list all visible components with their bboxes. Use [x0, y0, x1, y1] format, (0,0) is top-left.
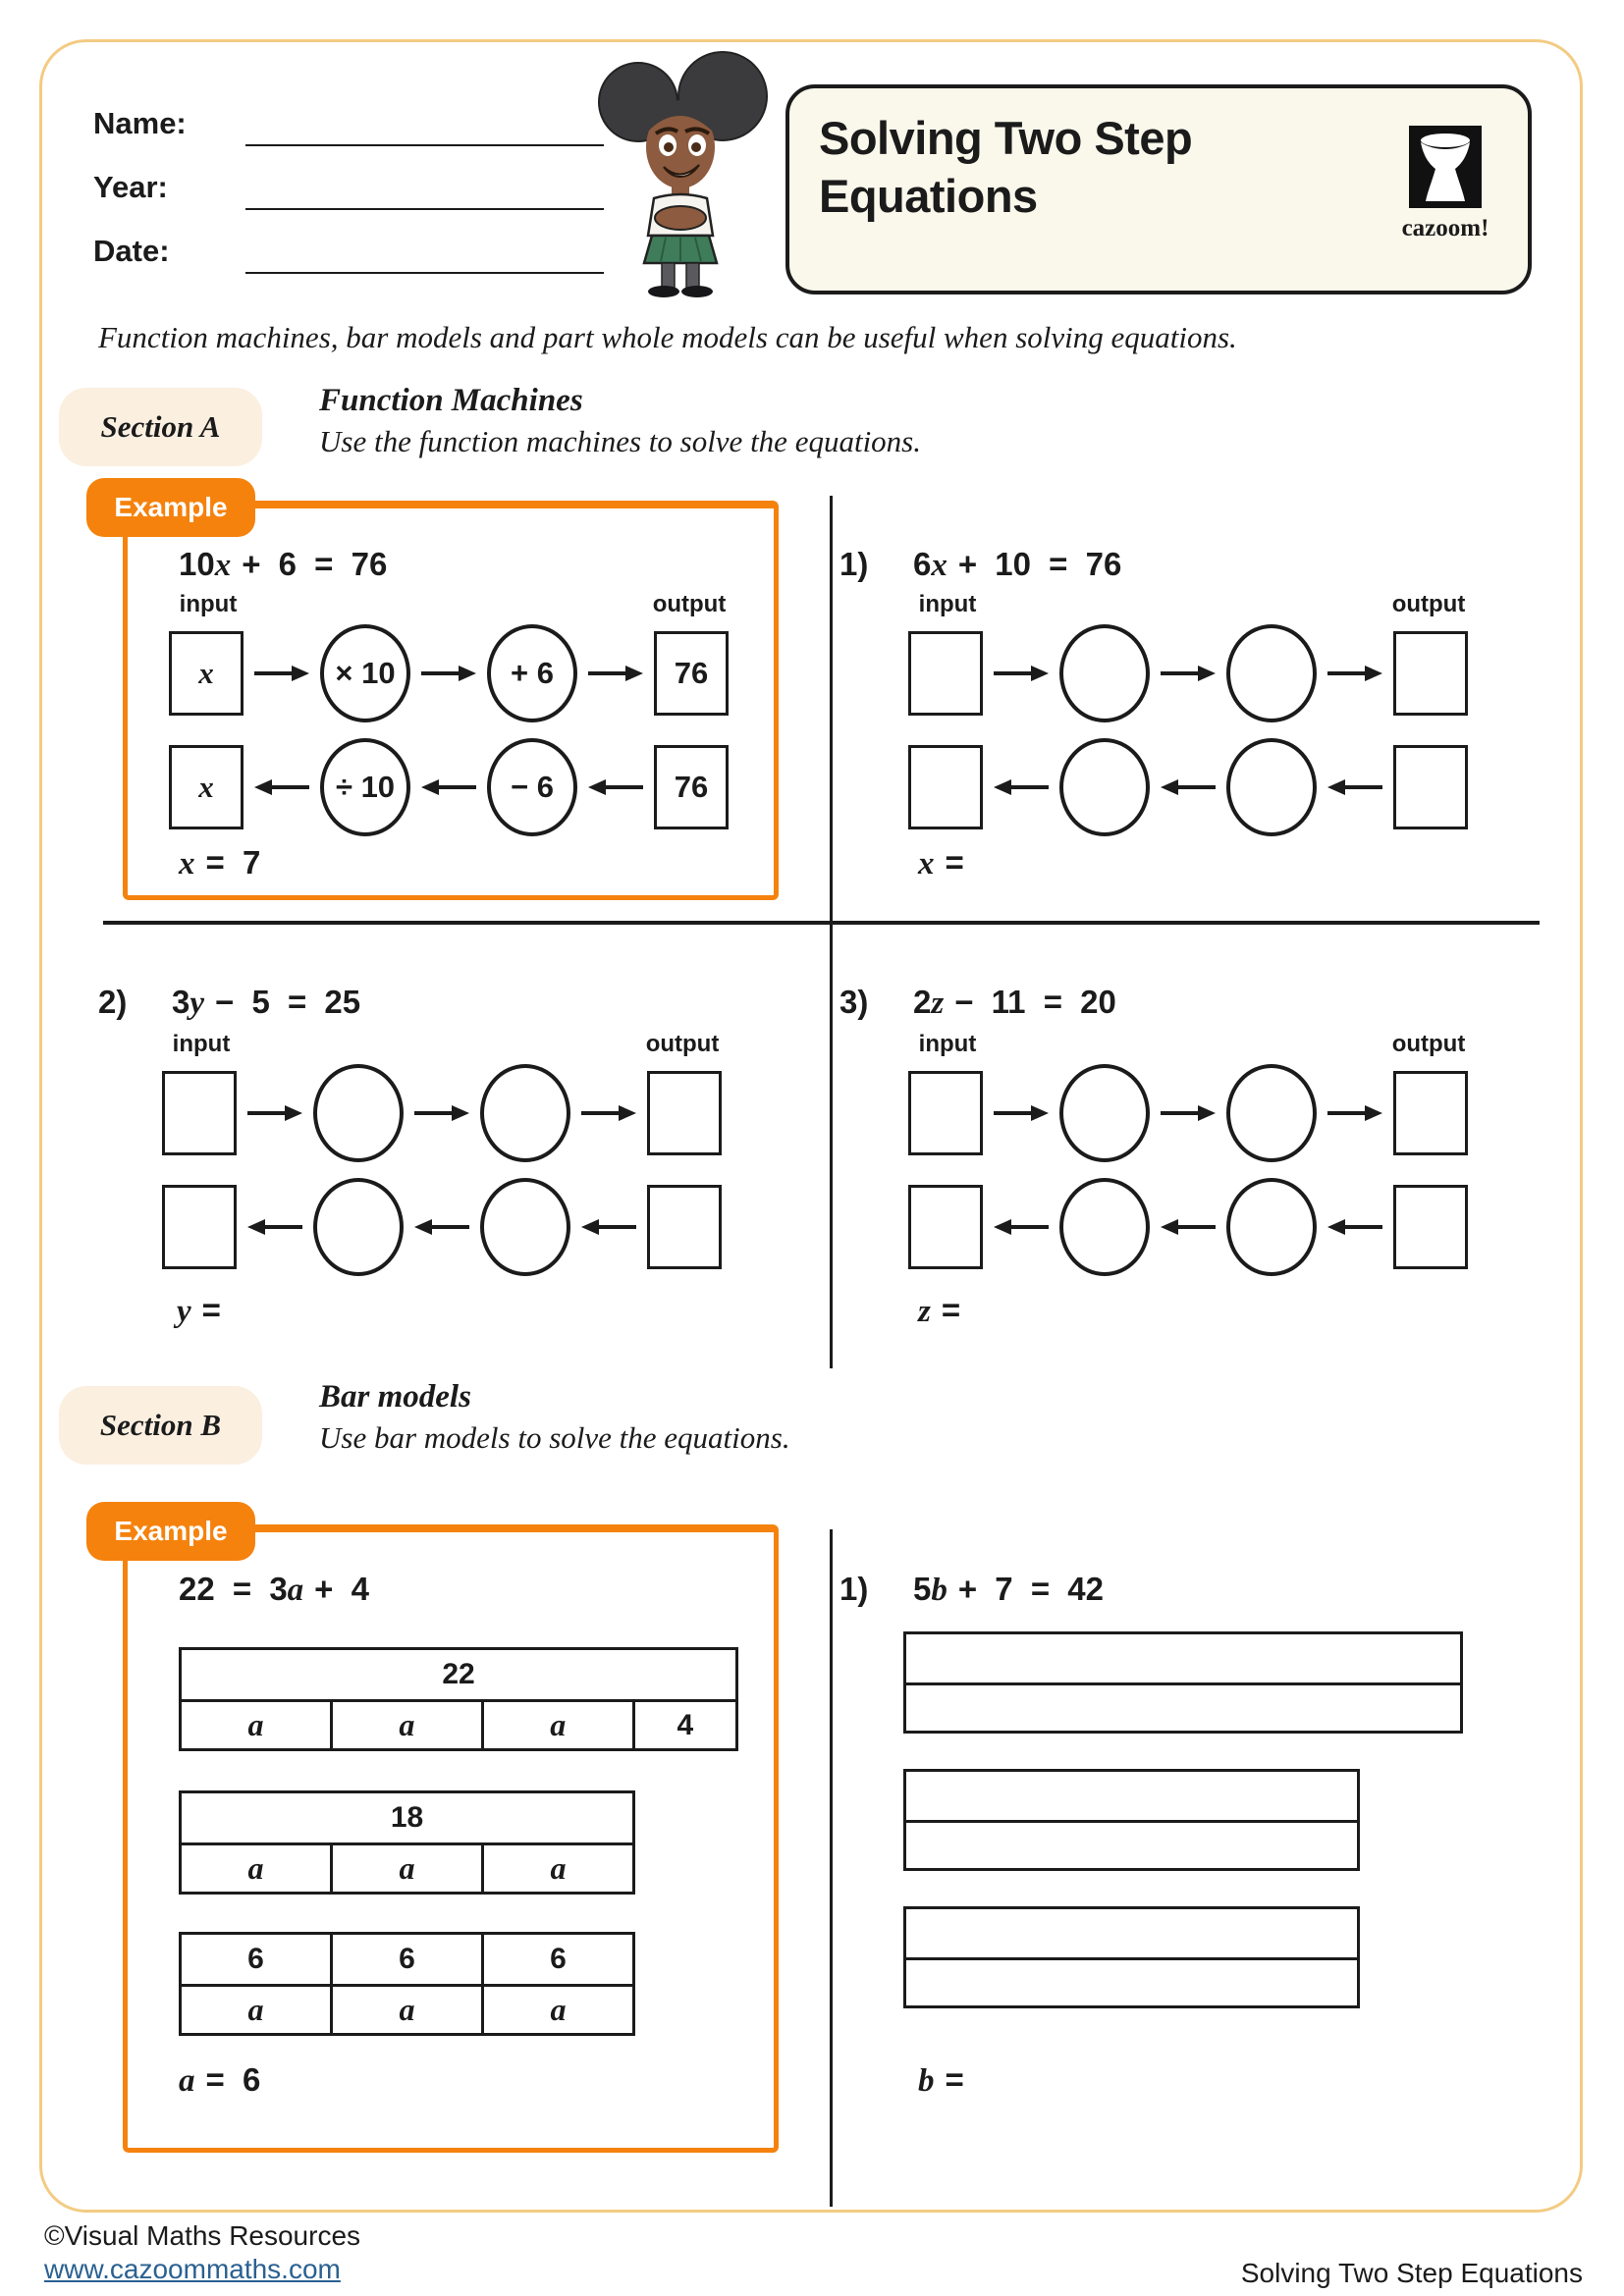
arrow-right-icon [581, 1102, 636, 1124]
arrow-left-icon [1161, 776, 1216, 798]
bar-cell: a [481, 1702, 632, 1748]
arrow-left-icon [1161, 1216, 1216, 1238]
arrow-left-icon [421, 776, 476, 798]
bar-parts-row [182, 1699, 735, 1748]
arrow-right-icon [1327, 663, 1382, 684]
arrow-right-icon [414, 1102, 469, 1124]
bar-total: 22 [442, 1658, 475, 1690]
operation-circle-blank[interactable] [1226, 624, 1317, 722]
year-input-line[interactable] [245, 208, 604, 210]
io-labels [169, 591, 729, 618]
operation-circle-blank[interactable] [1059, 1064, 1150, 1162]
output-label: output [1391, 591, 1466, 617]
problem-equation: 5b + 7 = 42 [913, 1571, 1104, 1608]
bar-cell: a [330, 1845, 481, 1892]
problem-answer: b = [918, 2061, 964, 2099]
section-a-instruction: Use the function machines to solve the equations. [319, 424, 921, 458]
title-line-1: Solving Two Step [819, 112, 1193, 164]
input-box: x [169, 745, 244, 829]
operation-circle-blank[interactable] [1226, 1178, 1317, 1276]
logo-wordmark: cazoom! [1401, 215, 1489, 241]
function-machine-example [169, 591, 729, 852]
output-label: output [652, 591, 727, 617]
operation-circle-blank[interactable] [1059, 624, 1150, 722]
student-character-illustration [587, 51, 774, 298]
output-box: 76 [654, 631, 729, 716]
arrow-left-icon [414, 1216, 469, 1238]
bar-cell: a [247, 1992, 264, 2027]
output-label: output [645, 1031, 720, 1057]
divider-vertical [830, 496, 833, 921]
arrow-right-icon [1161, 663, 1216, 684]
example-equation: 10x + 6 = 76 [179, 546, 388, 583]
output-box-blank[interactable] [647, 1071, 722, 1155]
function-machine-problem-1 [908, 591, 1468, 852]
bar-cell: a [247, 1707, 264, 1742]
bar-cell: a [481, 1987, 632, 2033]
arrow-left-icon [254, 776, 309, 798]
arrow-right-icon [588, 663, 643, 684]
operation-circle-blank[interactable] [313, 1178, 404, 1276]
bar-values-row [182, 1935, 632, 1984]
blank-bar-row[interactable] [906, 1682, 1460, 1731]
problem-equation: 2z − 11 = 20 [913, 984, 1116, 1021]
arrow-right-icon [994, 663, 1049, 684]
arrow-left-icon [994, 776, 1049, 798]
footer-link[interactable]: www.cazoommaths.com [44, 2254, 341, 2284]
example-tab: Example [86, 478, 255, 537]
operation-circle-blank[interactable] [1226, 1064, 1317, 1162]
operation-circle: + 6 [487, 624, 577, 722]
input-label: input [179, 591, 238, 617]
operation-circle: × 10 [320, 624, 410, 722]
divider-vertical [830, 925, 833, 1368]
blank-bar-model-1 [903, 1631, 1463, 1734]
input-box-blank[interactable] [908, 631, 983, 716]
bar-cell: a [247, 1850, 264, 1886]
section-b-instruction: Use bar models to solve the equations. [319, 1420, 790, 1455]
name-label: Name: [93, 106, 187, 140]
bar-cell: 6 [330, 1935, 481, 1984]
blank-bar-model-3 [903, 1906, 1360, 2008]
bar-parts-row [182, 1984, 632, 2033]
arrow-left-icon [247, 1216, 302, 1238]
arrow-right-icon [247, 1102, 302, 1124]
input-label: input [918, 1031, 977, 1057]
blank-bar-row[interactable] [906, 1909, 1357, 1957]
io-labels [908, 1031, 1468, 1058]
input-box-blank[interactable] [908, 1185, 983, 1269]
input-box-blank[interactable] [162, 1185, 237, 1269]
machine-reverse-row [908, 1178, 1468, 1276]
problem-equation: 6x + 10 = 76 [913, 546, 1122, 583]
name-input-line[interactable] [245, 144, 604, 146]
arrow-left-icon [588, 776, 643, 798]
operation-circle-blank[interactable] [480, 1064, 570, 1162]
divider-horizontal [103, 921, 1540, 925]
problem-answer: z = [918, 1292, 961, 1329]
operation-circle: − 6 [487, 738, 577, 836]
bar-cell: a [330, 1987, 481, 2033]
operation-circle-blank[interactable] [1059, 738, 1150, 836]
intro-sentence: Function machines, bar models and part whole models can be useful when solving equations. [98, 320, 1237, 354]
footer-worksheet-title: Solving Two Step Equations [1240, 2258, 1583, 2288]
example-answer: a = 6 [179, 2061, 261, 2099]
bar-total: 18 [390, 1801, 424, 1834]
input-box-blank[interactable] [162, 1071, 237, 1155]
output-box-blank[interactable] [1393, 1071, 1468, 1155]
machine-reverse-row [908, 738, 1468, 836]
page-title [819, 110, 1192, 226]
function-machine-problem-2 [162, 1031, 722, 1292]
machine-forward-row [162, 1064, 722, 1162]
operation-circle-blank[interactable] [1059, 1178, 1150, 1276]
arrow-left-icon [581, 1216, 636, 1238]
drum-icon [1409, 126, 1482, 208]
output-box-blank[interactable] [1393, 745, 1468, 829]
title-line-2: Equations [819, 169, 1038, 222]
bar-cell: 6 [481, 1935, 632, 1984]
input-label: input [918, 591, 977, 617]
machine-forward-row [169, 624, 729, 722]
machine-reverse-row [169, 738, 729, 836]
machine-reverse-row [162, 1178, 722, 1276]
output-label: output [1391, 1031, 1466, 1057]
blank-bar-row[interactable] [906, 1634, 1460, 1682]
date-label: Date: [93, 234, 170, 268]
example-tab: Example [86, 1502, 255, 1561]
arrow-right-icon [994, 1102, 1049, 1124]
bar-cell: 4 [632, 1702, 735, 1748]
blank-bar-row[interactable] [906, 1957, 1357, 2005]
bar-total-row [182, 1793, 632, 1842]
output-box: 76 [654, 745, 729, 829]
arrow-right-icon [254, 663, 309, 684]
machine-forward-row [908, 1064, 1468, 1162]
input-box-blank[interactable] [908, 1071, 983, 1155]
problem-equation: 3y − 5 = 25 [172, 984, 361, 1021]
bar-total-row [182, 1650, 735, 1699]
example-answer: x = 7 [179, 844, 261, 881]
bar-cell: 6 [247, 1943, 264, 1975]
blank-bar-row[interactable] [906, 1820, 1357, 1868]
problem-number: 1) [839, 1571, 869, 1607]
io-labels [908, 591, 1468, 618]
section-a-heading: Function Machines [319, 383, 583, 418]
arrow-left-icon [1327, 1216, 1382, 1238]
bar-cell: a [481, 1845, 632, 1892]
bar-model-666 [179, 1932, 635, 2036]
section-b-badge: Section B [59, 1386, 262, 1465]
input-label: input [172, 1031, 231, 1057]
output-box-blank[interactable] [647, 1185, 722, 1269]
io-labels [162, 1031, 722, 1058]
footer-credit: ©Visual Maths Resources [44, 2220, 361, 2251]
bar-model-18 [179, 1790, 635, 1895]
input-box-blank[interactable] [908, 745, 983, 829]
operation-circle-blank[interactable] [480, 1178, 570, 1276]
problem-answer: x = [918, 844, 964, 881]
bar-parts-row [182, 1842, 632, 1892]
problem-number: 1) [839, 546, 869, 582]
problem-number: 3) [839, 984, 869, 1020]
operation-circle-blank[interactable] [313, 1064, 404, 1162]
problem-number: 2) [98, 984, 128, 1020]
arrow-left-icon [1327, 776, 1382, 798]
operation-circle: ÷ 10 [320, 738, 410, 836]
output-box-blank[interactable] [1393, 631, 1468, 716]
operation-circle-blank[interactable] [1226, 738, 1317, 836]
bar-model-22 [179, 1647, 738, 1751]
year-label: Year: [93, 170, 168, 204]
example-equation: 22 = 3a + 4 [179, 1571, 369, 1608]
input-box: x [169, 631, 244, 716]
title-box [785, 84, 1532, 294]
function-machine-problem-3 [908, 1031, 1468, 1292]
date-input-line[interactable] [245, 272, 604, 274]
blank-bar-model-2 [903, 1769, 1360, 1871]
arrow-right-icon [1327, 1102, 1382, 1124]
divider-vertical [830, 1529, 833, 2207]
arrow-right-icon [421, 663, 476, 684]
section-a-badge: Section A [59, 388, 262, 466]
bar-cell: a [330, 1702, 481, 1748]
arrow-right-icon [1161, 1102, 1216, 1124]
section-b-heading: Bar models [319, 1379, 471, 1415]
problem-answer: y = [177, 1292, 221, 1329]
cazoom-logo [1388, 126, 1502, 242]
output-box-blank[interactable] [1393, 1185, 1468, 1269]
blank-bar-row[interactable] [906, 1772, 1357, 1820]
machine-forward-row [908, 624, 1468, 722]
arrow-left-icon [994, 1216, 1049, 1238]
